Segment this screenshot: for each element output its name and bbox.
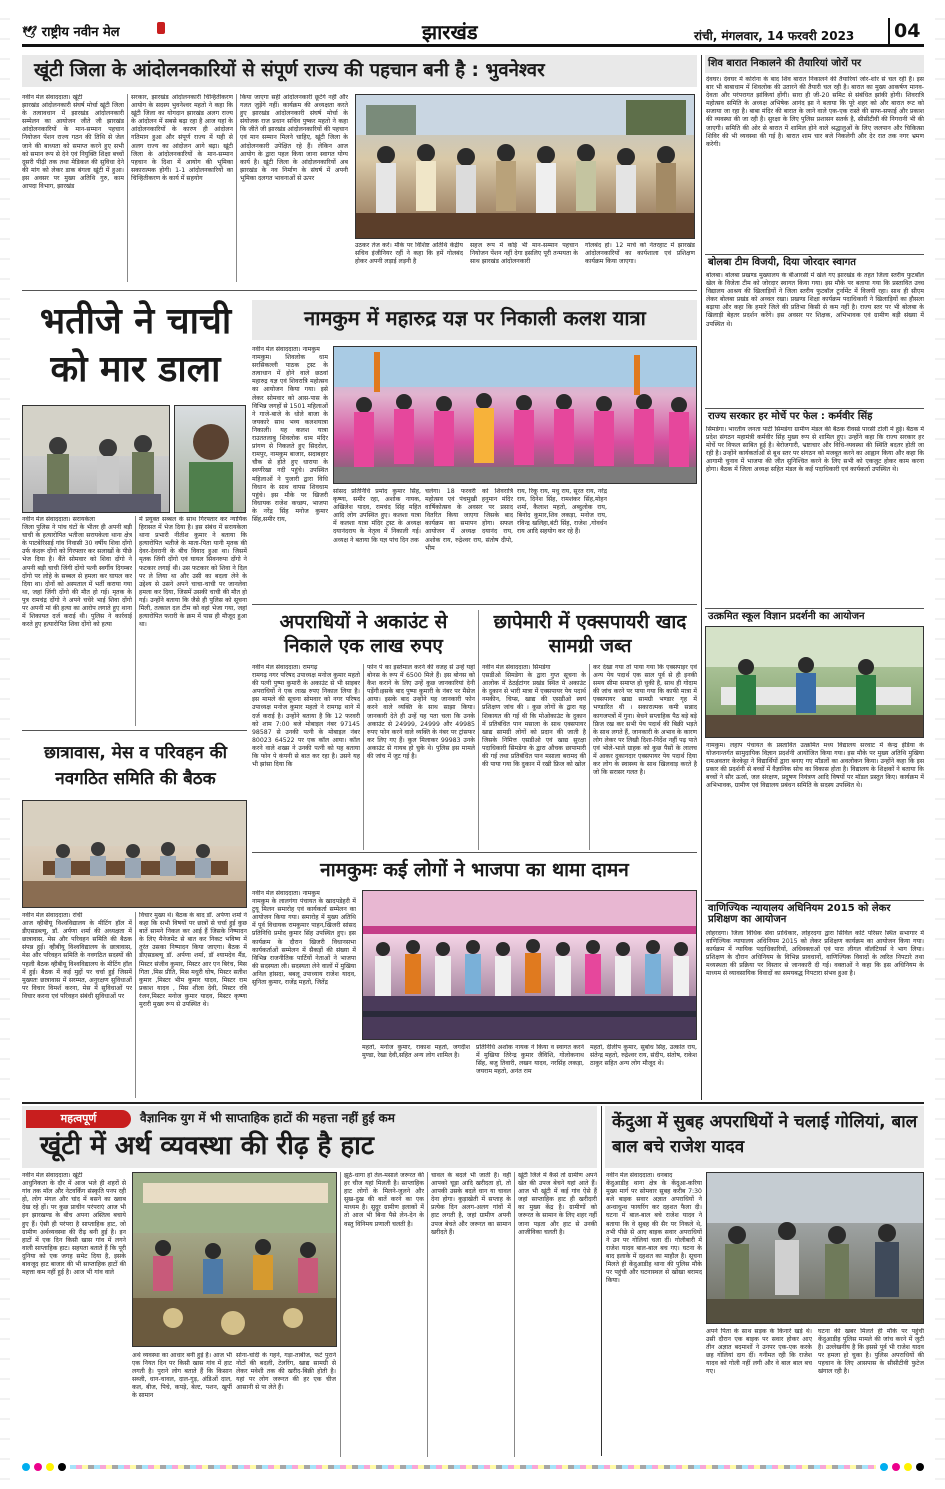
reg-dot [916, 1463, 924, 1471]
bottom-col1: नवीन मेल संवाददाता। खूंटी आधुनिकता के दौर में आज भले ही शहरों से गांव तक मॉल और नेटवर्किंग संस्कृति पनप रही हो, लोग मंगल और चांद में बसने का ख्वाब देख रहे हों। पर कुछ प्राचीन परंपराएं आज भी इन झारखण्ड के बीच अपना अस्तित्व बचाये हुए हैं। ऐसी ही परंपरा है साप्ताहिक हाट, जो ग्रामीण अर्थव्यवस्था की रीढ़ बनी हुई है। इन हाटों में एक दिन किसी खास गांव में लगने वाली साप्ताहिक हाट। सहयता बताते हैं कि पूरी दुनिया को एक जगह समेट दिया है, इसके बावजूद हाट बाजार की भी साप्ताहिक हाटों की महत्ता कम नहीं हुई है। आज भी गांव वाले [22, 1172, 126, 1277]
story5-col2: फोन पे का इस्तेमाल करने की वजह से उन्हें यहां बोनस के रूप में 6500 मिले हैं। इस बोनस को कैश कराने के लिए उन्हें कुछ जानकारियां देनी पड़ेंगी।इसके बाद पुष्पा कुमारी के नंबर पर मैसेज आया। इसके बाद उन्होंने यह जानकारी फोन करने वाले व्यक्ति के साथ साझा किया। जानकारी देते ही उन्हें यह पता चला कि उनके अकाउंट से 24999, 24999 और 49985 रुपए फोन करने वाले व्यक्ति के नंबर पर ट्रांसफर कर लिए गए हैं। कुल मिलाकर 99983 उनके अकाउंट से गायब हो चुके थे। पुलिस इस मामले की जांच में जुट गई है। [367, 664, 475, 761]
masthead [22, 10, 924, 46]
section-rule [705, 254, 924, 255]
right-s4-headline: उत्क्रमित स्कूल विज्ञान प्रदर्शनी का आयोजन [708, 611, 865, 622]
story1-caption-2: सहज रूप में कोई भी मान-सम्मान पहचान नियोजन पेंशन नहीं देगा इसलिए पूरी तन्मयता के साथ झारखंड आंदोलनकारी [470, 242, 578, 266]
market-photo-graphic [133, 1173, 337, 1347]
column-rule [589, 664, 590, 850]
column-rule [363, 664, 364, 850]
section-rule [252, 604, 697, 605]
bottom-col3: सोना-चांदी के गहने, गड़ा-ताबीज, फटे पुराने नोटों की बदली, टेलरिंग, खाद्य सामग्री से लेकर मवेशी तक की खरीद-बिक्री होती है। यहां पर लोग जरूरत की हर एक चीज आसानी से पा लेते हैं। [236, 1352, 336, 1392]
column-rule [340, 1172, 341, 1457]
right-s4-photo-exhibition [705, 626, 924, 738]
story1-col3: किया जाएगा सही आंदोलनकारी छूटेंगे नहीं और गलत जुड़ेंगे नहीं। कार्यक्रम की अध्यक्षता करते हुए झारखंड आंदोलनकारी संघर्ष मोर्चा के संयोजक राज प्रधान सचिव पुष्कर महतो ने कहा कि जीते जी झारखंड आंदोलनकारियों की पहचान एवं मान सम्मान मिलने चाहिए, खूंटी जिला के आंदोलनकारी उपेक्षित रहे हैं। लेकिन आज आयोग के द्वारा पहल किया जाना स्वागत योग्य कार्य है। खूंटी जिला के आंदोलनकारियों अब झारखंड के नव निर्माण के संघर्ष में अपनी भूमिका दलगत भावनाओं से ऊपर [240, 94, 348, 182]
column-rule [514, 1172, 515, 1457]
story4-photo-procession [333, 346, 697, 484]
story1-col1: नवीन मेल संवाददाता। खूंटी झारखंड आंदोलनकारी संघर्ष मोर्चा खूंटी जिला के तत्वावधान में झारखंड आंदोलनकारी सम्मेलन का आयोजन जीते जी झारखंड आंदोलनकारियों के मान-सम्मान पहचान नियोजन पेंशन राज्य गठन की तिथि से जेल जाने की बाध्यता को समाप्त करने हुए सभी को समान रूप से देने एवं नियुक्ति शिक्षा बच्चों दूसरी पीढ़ी तक तथा मेडिकल की सुविधा देने की मांग को लेकर डाक बंगला खूंटी में हुआ। इस अवसर पर मुख्य अतिथि गुरु, काम आपदा विभाग, झारखंड [22, 94, 124, 191]
stage-photo-graphic [363, 891, 697, 1040]
section-rule [705, 900, 924, 901]
section-rule [705, 408, 924, 409]
logo-text: राष्ट्रीय नवीन मेल [41, 25, 120, 40]
reg-dot [892, 1463, 900, 1471]
reg-dot [34, 1463, 42, 1471]
column-rule [427, 1172, 428, 1457]
bottom-col5: चावल के बदले भी जाती हैं। वहीं आपको चूड़ा आदि खरीदता हो, तो आपकी उसके बदले धान या चावल देना होगा। कुड़ाखेती में सप्ताह के प्रत्येक दिन अलग-अलग गांवों में हाट लगती है, जहां ग्रामीण अपनी उपज बेचते और जरूरत का सामान खरीदते हैं। [431, 1172, 511, 1236]
story7-col3: प्रतिनिधि अशोक नायक ने किया व स्वागत करने में मुखिया तिरेन्द्र कुमार जैविशि, गोलोकनाथ सिंह, बजु तिवारी, लखन यादव, नरसिंह लकड़ा, जयराम महतो, अनंत राम [476, 1044, 584, 1076]
story2-photo-police [22, 405, 170, 513]
bottom-col4: झूठे-धागा हो तेल-मसाले जरूरत की हर चीज यहां मिलती है। साप्ताहिक हाट लोगों के मिलने-जुलने और सुख-दुख की बातें करने का एक माध्यम है। सुदूर ग्रामीण इलाकों में तो आज भी बिना पैसे लेन-देन के वस्तु विनिमय प्रणाली चलती है। [344, 1172, 424, 1228]
reg-dot [58, 1463, 66, 1471]
column-rule [135, 516, 136, 726]
story3-photo-meeting [22, 800, 247, 908]
red-pen-icon [157, 22, 165, 34]
bottom-subhead: वैज्ञानिक युग में भी साप्ताहिक हाटों की महत्ता नहीं हुई कम [140, 1111, 395, 1125]
color-strip-right [935, 0, 945, 1489]
bottom-right-col1: नवीन मेल संवाददाता। धनबाद केंदुआडीह थाना क्षेत्र के केंदुआ-करिया मुख्य मार्ग पर सोमवार सुबह करीब 7:30 बजे बाइक सवार अज्ञात अपराधियों ने अन्धाधुन्ध फायरिंग कर दहशत फैला दी। घटना में बाल-बाल बचे राजेश यादव ने बताया कि वे सुबह की सैर पर निकले थे, तभी पीछे से आए बाइक सवार अपराधियों ने उन पर गोलियां चला दीं। गोलीबारी में राजेश यादव बाल-बाल बच गए। घटना के बाद इलाके में दहशत का माहौल है। सूचना मिलते ही केंदुआडीह थाना की पुलिस मौके पर पहुंची और घटनास्थल से खोखा बरामद किया। [606, 1172, 702, 1285]
page-number-divider [888, 18, 890, 44]
column-rule [236, 94, 237, 282]
bottom-right-photo-police [706, 1172, 924, 1324]
story4-col2: सांसद प्रतिनिधि प्रमोद कुमार सिंह, कृष्णा, समीर रहा, अशोक नायक, अखिलेश यादव, रामचंद सिंह महित आदि लोग उपस्थित हुए। कलशा यात्रा में कलशा यात्रा मंदिर ट्रस्ट के अध्यक्ष दयानंदराय के नेतृत्व में निकाली गई। अध्यक्ष ने बताया कि यज्ञ पांच दिन तक [333, 488, 421, 544]
reg-dot [904, 1463, 912, 1471]
story2-photo-victim [174, 405, 246, 513]
reg-dot [46, 1463, 54, 1471]
story1-caption-3: गोलबंद हो। 12 मार्च को नेतरहाट में झारखंड आंदोलनकारियों का कार्यशाला एवं प्रशिक्षण कार्यक्रम किया जाएगा। [585, 242, 695, 266]
story1-headline: खूंटी जिला के आंदोलनकारियों से संपूर्ण राज्य की पहचान बनी है : भुवनेश्वर [34, 60, 545, 81]
reg-dot [880, 1463, 888, 1471]
right-s2-text: बोलबा। बोलबा प्रखण्ड मुख्यालय के बीआरसी में खेले गए झारखंड के तहत जिला स्तरीय फुटबॉल खेल के विजेता टीम को जोरदार स्वागत किया गया। इस मौके पर बताया गया कि प्रस्तावित उच्च विद्यालय आश्रय की खिलाड़ियों ने जिला स्तरीय फुटबॉल टूर्नामेंट में विजयी रहा। साथ ही सीएम लेकर बोलबा प्रखंड को अव्वल रखा। प्रखण्ड शिक्षा कार्यक्रम पदाधिकारी ने खिलाड़ियों का हौसला बढ़ाया और कहा कि हमारे जिले की प्रतिभा किसी से कम नहीं है। राज्य स्तर पर भी बोलबा के खिलाड़ी बेहतर प्रदर्शन करेंगे। इस अवसर पर शिक्षक, अभिभावक एवं ग्रामीण बड़ी संख्या में उपस्थित थे। [706, 272, 924, 328]
story6-col1: नवीन मेल संवाददाता। सिमडेगा एसडीओ सिमडेगा के द्वारा गुप्त सूचना के आलोक में ठेठईटांगर प्रखंड स्थित मे अकाउंट के दुकान से भारी मात्रा में एक्सपायर पेय पदार्थ नमकीन, चिप्स, खाद्य की एसडीओ स्वयं प्रशिक्षण जांच की । कुछ लोगों के द्वारा यह शिकायत की गई थी कि मोओकाउंट के दुकान में प्रतिबंधित पान मसाला के साथ एक्सपायर खाद्य सामग्री लोगों को प्रदान की जाती है जिसके निमित्त एसडीओ एवं खाद्य सुरक्षा पदाधिकारी सिमडेगा के द्वारा औचक छापामारी की गई तथा प्रतिबंधित पान मसाला बरामद की की पाया गया कि दुकान में रखी फ्रिज को खोल [482, 664, 586, 769]
registration-strip [22, 1462, 924, 1472]
page-number: 04 [894, 20, 921, 42]
procession-photo-graphic [334, 347, 697, 484]
portrait-graphic [175, 406, 246, 513]
section-rule [252, 852, 697, 853]
bottom-col2: अर्थ व्यवस्था का आधार बनी हुई है। आज भी एक नियत दिन पर किसी खास गांव में हाट लगती है। पुराने लोग बताते हैं कि किसान सब्जी, धान-चावल, दाल-गुड़, अंडिओं दाल, कल, बीज, पिचे, कपड़े, बेल्ट, पशन, खुर्पी के सामान [132, 1352, 232, 1400]
bottom-photo-market [132, 1172, 337, 1347]
right-s3-headline: राज्य सरकार हर मोर्चे पर फेल : कर्मवीर सिंह [708, 411, 873, 422]
bottom-col6: खूंटी जिले में कैसे तो ग्रामीण अपने खेत की उपज बेचने यहां आते हैं। आज भी खूंटी में कई गांव ऐसे हैं जहां साप्ताहिक हाट ही खरीदारी का मुख्य केंद्र है। ग्रामीणों को जरूरत के सामान के लिए शहर नहीं जाना पड़ता और हाट से उनकी आजीविका चलती है। [518, 1172, 597, 1236]
section-title: झारखंड [422, 20, 478, 44]
bottom-right-headline: केंदुआ में सुबह अपराधियों ने चलाई गोलियां, बाल बाल बचे राजेश यादव [612, 1112, 918, 1157]
column-rule [701, 55, 702, 1100]
police-photo-graphic [23, 406, 170, 513]
story5-headline: अपराधियों ने अकाउंट से निकाले एक लाख रुपए [279, 611, 448, 657]
section-rule [22, 1102, 924, 1104]
story4-headline: नामकुम में महारुद्र यज्ञ पर निकाली कलश यात्रा [304, 306, 646, 330]
masthead-rule [22, 44, 924, 47]
story1-photo [355, 94, 695, 239]
newspaper-logo [22, 22, 120, 40]
column-rule [478, 610, 479, 850]
story2-col2: में प्रयुक्त सब्बल के साथ गिरफ्तार कर न्यायिक हिरासत में भेज दिया है। इस संबंध में सरायकेला थाना प्रभारी नीतीश कुमार ने बताया कि हत्यारोपित भतीजे के माता-पिता यानी मृतक की देवर-देवरानी के बीच विवाद हुआ था। जिसमें मृतक जिंगी दोंगो एवं घायल सिवनरुपा दोंगो ने फटकार लगाई थी। उस फटकार को शिवा ने दिल पर ले लिया था और उसी का बदला लेने के उद्देश्य से उसने अपने चाचा-चाची पर जानलेवा हमला कर दिया, जिसमें उसकी चाची की मौत हो गई। उन्होंने बताया कि जैसे ही पुलिस को सूचना मिली, तत्काल दल टीम को वहां भेजा गया, जहां हत्यारोपित फरारी के क्रम में पास ही मौजूद हुआ था। [139, 516, 247, 629]
story5-col1: नवीन मेल संवाददाता। रामगढ़ रामगढ़ नगर परिषद उपाध्यक्ष मनोज कुमार महतो की पत्नी पुष्पा कुमारी के अकाउंट से भी साइबर अपराधियों ने एक लाख रुपए निकाल लिया है। इस मामले की सूचना सोमवार को नगर परिषद उपाध्यक्ष मनोज कुमार महतो ने रामगढ़ थाने में दर्ज कराई है। उन्होंने बताया है कि 12 फरवरी को शाम 7:00 बजे मोबाइल नंबर 97145 98587 से उनकी पत्नी के मोबाइल नंबर 80023 64522 पर एक कॉल आया। कॉल करने वाले शख्स ने उनकी पत्नी को यह बताया कि फोन पे कंपनी से बात कर रहा है। उसने यह भी झांसा दिया कि [252, 664, 360, 769]
story3-col1: नवीन मेल संवाददाता। रांची आज व्हीबीयू विश्वविद्यालय के मीटिंग हॉल में डीएसडब्ल्यू, डॉ. अर्पणा शर्मा की अध्यक्षता में छात्रावास, मेस और परिवहन समिति की बैठक संपन्न हुई। व्हीबीयू विश्वविद्यालय के छात्रावास, मेस और परिवहन समिति के नवगठित सदस्यों की पहली बैठक व्हीबीयू विश्वविद्यालय के मीटिंग हॉल में हुई। बैठक में कई मुद्दों पर चर्चा हुई जिसमें मुख्यतः छात्रावास में सरम्मत, अनुरक्षण सुविधाओं पर विचार विमर्श करना, मेस में सुविधाओं पर विचार करना एवं परिवहन संबंधी सुविधाओं पर [22, 912, 132, 1000]
bottom-kicker: महत्वपूर्ण [26, 1110, 131, 1128]
bottom-right-col3: घटना की खबर मिलते ही मौके पर पहुंची केंदुआडीह पुलिस मामले की जांच करने में जुटी है। उल्लेखनीय है कि इससे पूर्व भी राजेश यादव पर हमला हो चुका है। पुलिस अपराधियों की पहचान के लिए आसपास के सीसीटीवी फुटेज खंगाल रही है। [818, 1328, 924, 1376]
column-rule [135, 912, 136, 1098]
exhibition-photo-graphic [706, 627, 924, 738]
story2-col1: नवीन मेल संवाददाता। सरायकेला जिला पुलिस ने पांच घंटों के भीतर ही अपनी बड़ी चाची के हत्यारोपित भतीजा सरायकेला थाना क्षेत्र के पाटबेरिसाई गांव निवासी 30 वर्षीय शिवा दोंगो उर्फ कंदरू दोंगो को गिरफ्तार कर सलाखों के पीछे भेज दिया है। बैंते सोमवार को शिवा दोंगो ने अपनी बड़ी चाची जिंगी दोंगो पत्नी स्वर्गीय दिगम्बर दोंगो पर लोहे के सब्बल से हमला कर घायल कर दिया था। दोनों को अस्पताल में भर्ती कराया गया था, जहां जिंगी दोंगो की मौत हो गई। मृतक के पुत्र रामचंद्र दोंगो ने अपने चचेरे भाई शिवा दोंगो पर अपनी मां की हत्या का आरोप लगाते हुए थाना में शिकायत दर्ज कराई थी। पुलिस ने कार्रवाई करते हुए हत्यारोपित शिवा दोंगो को हत्या [22, 516, 132, 629]
story7-col1: नवीन मेल संवाददाता। नामकुम नामकुम के लालगंगा पंचायत के खादपडेहरी में टुयू मिलन समारोह एवं कार्यकर्ता सम्मेलन का आयोजन किया गया। समारोह में मुख्य अतिथि में पूर्व विधायक रामकुमार पाहन,खिजरी सांसद प्रतिनिधि प्रमोद कुमार सिंह उपस्थित हुए। इस कार्यक्रम के दौरान खिजरी विधानसभा कार्यकर्ताओं सम्मेलन में सैकड़ों की संख्या में विभिन्न राजनीतिक पार्टियों नेताओं ने भाजपा की सदस्यता ली। सदस्यता लेने वालों में मुखिया अनिल हांसदा, बबलू उपाध्याय राजेश यादव, सुनिता कुमार, राजेंद्र महतो, जितेंद्र [252, 890, 356, 987]
story1-col2: सरकार, झारखंड आंदोलनकारी चिन्हितीकरण आयोग के सदस्य भुवनेश्वर महतो ने कहा कि खूंटी जिला का योगदान झारखंड अलग राज्य के आंदोलन में सबसे बढ़ा रहा है आज यहां के आंदोलनकारियों के कारण ही आंदोलन गतिमान हुआ और संपूर्ण राज्य में यही से अलग राज्य का आंदोलन आगे बढ़ा। खूंटी जिला के आंदोलनकारियों के मान-सम्मान पहचान के दिशा में आयोग की भूमिका सकारात्मक होगी। 1-1 आंदोलनकारियों का चिन्हितीकरण के कार्य में सहयोग [131, 94, 233, 182]
section-rule [22, 290, 697, 291]
right-s1-headline: शिव बारात निकालने की तैयारियां जोरों पर [708, 58, 862, 69]
story4-col1: नवीन मेल संवाददाता। नामकुम नामकुम। शिवलोक धाम सरसिकल्ली पाठक ट्रस्ट के तत्वाधान में होने वाले छठवां महारुद्र यज्ञ एवं शिवरात्रि महोत्सव का आयोजन किया गया। इसे लेकर सोमवार को आस-पास के विभिन्न जगहों से 1501 महिलाओं ने गाजे-बाजे के धोले बाजा के जयकारे साथ भव्य कलशयात्रा निकाली। यह कलश यात्रा राउततलाबु शिवलोक धाम मंदिर प्रांगण से निकलते हुए सिदरोल, रामपुर, नामकुम बाजार, सदाबहार चौक से होते हुए धाराया के स्वर्णरेखा नदी पहुंचे। उपस्थित महिलाओं ने पुजारी द्वारा विधि विधान के साथ वापस शिवधाम पहुंचे। इस मौके पर खिजरी विधायक राजेश कच्छप, भाजपा के नरेंद्र सिंह मनोज कुमार सिंह,समीर राय, [252, 346, 328, 523]
bottom-right-col2: अपने पिता के साथ सड़क के किनारे खड़े थे। उसी दौरान एक बाइक पर सवार होकर आए तीन अज्ञात बदमाशों ने उनपर एक-एक करके छह गोलियां दाग दीं। गनीमत रही कि राजेश यादव को गोली नहीं लगी और वे बाल बाल बच गए। [706, 1328, 812, 1376]
column-rule [127, 94, 128, 282]
story2-headline: भतीजे ने चाची को मार डाला [39, 301, 232, 390]
crowd-photo-graphic [356, 95, 695, 239]
right-s2-headline: बोलबा टीम विजयी, दिया जोरदार स्वागत [708, 257, 856, 268]
story1-caption-1: उठकर तेज करें। मौके पर विशिष्ट अतिथि केंद्रीय सचिव इंजीनियर रहीं ने कहा कि हमें गोलबंद होकर अपनी लड़ाई लड़नी है [355, 242, 463, 266]
story6-headline: छापेमारी में एक्सपायरी खाद सामग्री जब्त [493, 611, 687, 657]
right-s5-text: लोहरदगा। जिला विधिक सेवा प्राधिकार, लोहरदगा द्वारा सिविल कोर्ट परिसर स्थित सभागार में वाणिज्यिक न्यायालय अधिनियम 2015 को लेकर प्रशिक्षण कार्यक्रम का आयोजन किया गया। कार्यक्रम में न्यायिक पदाधिकारियों, अधिवक्ताओं एवं पारा लीगल वॉलंटियर्स ने भाग लिया। प्रशिक्षण के दौरान अधिनियम के विभिन्न प्रावधानों, वाणिज्यिक विवादों के त्वरित निपटारे तथा मध्यस्थता की प्रक्रिया पर विस्तार से जानकारी दी गई। वक्ताओं ने कहा कि इस अधिनियम के माध्यम से व्यावसायिक विवादों का समयबद्ध निपटारा संभव हुआ है। [706, 930, 924, 978]
story4-col3: चलेगा। 18 फरवरी को शिवरात्रि महोत्सव एवं पंचमुखी हनुमान मंदिर वार्षिकोत्सव के अवसर पर प्रसाद वितरित किया जाएगा जिसके बाद कार्यक्रम का समापन होगा। सफल आयोजन में अध्यक्ष दयानंद राय, अशोक राय, रुद्रेश्वर राय, संतोष दीपो, भीम [425, 488, 513, 552]
story6-col2: कर देखा गया तो पाया गया कि एक्सपाइर एवं अन्य पेय पदार्थ एक साल पूर्व से ही इनकी समय सीमा समाप्त हो चुकी है, साथ ही गोदाम की जांच करने पर पाया गया कि काफी मात्रा में एक्सपायर खाद्य सामग्री भण्डार गृह में भण्डारित थी । सकारात्मक कमी सन्नाद कागजपत्रों में गुना। बेचने सप्ताहिक पैठ बड़े बड़े फ्रिज रख कर सभी पेय पदार्थ की बिक्री भड़ते के साथ लगते हैं, जानकारी के अभाव के कारण लोग लेकर पर लिखी दिशा-निर्देश नहीं पढ़ पाते एवं भोले-भाले ग्राहक को कुछ पैसों के लालच में आकर दुकानदार एक्सपायर पेय पदार्थ दिया कर लोग के स्वास्थ्य के साथ खिलवाड़ करते है जो कि सरासर गलत है। [593, 664, 697, 777]
story7-headline: नामकुमः कई लोगों ने भाजपा का थामा दामन [320, 859, 629, 881]
story3-headline: छात्रावास, मेस व परिवहन की नवगठित समिति की बैठक [43, 743, 228, 789]
story7-col2: महतो, मनोज कुमार, राकाश महतो, जगदीश मुण्डा, रेखा देवी,सहित अन्य लोग शामिल है। [362, 1044, 470, 1060]
dateline: रांची, मंगलवार, 14 फरवरी 2023 [694, 29, 855, 43]
police-scene-photo-graphic [707, 1173, 924, 1324]
story3-col2: विचार मुख्य थे। बैठक के बाद डॉ. अर्पणा शर्मा ने कहा कि सभी विषयों पर छात्रों से चर्चा हुई कुछ बातें सामने निकल कर आई हैं जिसके निष्पादन के लिए मैनेजमेंट से बात कर निकट भविष्य में तुरंत उसका निष्पादन किया जाएगा। बैठक में डीएसडब्ल्यू डॉ. अर्पणा शर्मा, डॉ श्यामदेव मैंड, मिस्टर संजीव कुमार, मिस्टर आर एन बिरंच, मिस गिता ,मिस प्रीति, मिस मधुरी घोष, मिस्टर सतीश कुमार ,मिस्टर भीम कुमार यादव, मिस्टर राम प्रकाश यादव , मिस शीला देवी, मिस्टर रवि रंजन,मिस्टर मनोज कुमार यादव, मिस्टर कृष्णा मुरारी मुख्य रूप से उपस्थित थे। [139, 912, 247, 1009]
right-s3-text: सिमडेगा। भारतीय जनता पार्टी सिमडेगा ग्रामीण मंडल की बैठक रीवर्स्ड पारसी टोली में हुई। बैठक में प्रदेश संगठन महामंत्री कर्मवीर सिंह मुख्य रूप से शामिल हुए। उन्होंने कहा कि राज्य सरकार हर मोर्चे पर विफल साबित हुई है। बेरोजगारी, भ्रष्टाचार और विधि-व्यवस्था की स्थिति बदतर होती जा रही है। उन्होंने कार्यकर्ताओं से बूथ स्तर पर संगठन को मजबूत करने का आह्वान किया और कहा कि आगामी चुनाव में भाजपा की जीत सुनिश्चित करने के लिए सभी को एकजुट होकर काम करना होगा। बैठक में जिला अध्यक्ष सहित मंडल के कई पदाधिकारी एवं कार्यकर्ता उपस्थित थे। [706, 426, 924, 474]
story4-col4: राय, रिंकू राय, मधु राय, सूरत राय, नरेंद्र राय, दिनेश सिंह, रामशंकर सिंह,मोहन शर्मा, कैलाश महतो, अब्दुलोक राय, बिनोद कुमार,शिव लकड़ा, मनोज राय, रविन्द्र खलिहा,बंटी सिंह, राजेश ,गोवर्धन राय आदि सहयोग कर रहे हैं। [517, 488, 607, 536]
section-rule [22, 730, 247, 731]
right-s4-text: नामकुम। लहाप पंचायत के प्रस्तावित उत्क्रमित मध्य विद्यालय सरवाट में केन्द्र इंडिया के योजनान्तर्गत सामुदायिक विज्ञान प्रदर्शनी आयोजित किया गया। इस मौके पर मुख्य अतिथि मुखिया रामअवतार केरकेट्टा ने विद्यार्थियों द्वारा बनाए गए मॉडलों का अवलोकन किया। उन्होंने कहा कि इस प्रकार की प्रदर्शनी से बच्चों में वैज्ञानिक सोच का विकास होता है। विद्यालय के शिक्षकों ने बताया कि बच्चों ने सौर ऊर्जा, जल संरक्षण, प्रदूषण नियंत्रण आदि विषयों पर मॉडल प्रस्तुत किए। कार्यक्रम में अभिभावक, ग्रामीण एवं विद्यालय प्रबंधन समिति के सदस्य उपस्थित थे। [706, 742, 924, 790]
bottom-headline: खूंटी में अर्थ व्यवस्था की रीढ़ है हाट [40, 1131, 375, 1161]
reg-dot [22, 1463, 30, 1471]
right-s5-headline: वाणिज्यिक न्यायालय अधिनियम 2015 को लेकर प्रशिक्षण का आयोजन [708, 903, 891, 925]
reg-bar [70, 1465, 876, 1469]
bird-icon: 🕊 [22, 25, 38, 39]
story7-photo-stage [362, 890, 697, 1040]
right-s1-text: देवघर। देवघर में कोरोना के बाद शिव बारात निकालने की तैयारियां जोर-शोर से चल रही हैं। इस बार भी बाबाधाम में शिवलोक की उतारने की तैयारी चल रही है। बारात का मुख्य आकर्षण मानव-देवता और परंपरागत झांकियां होंगी। सारा ही जी-20 समिट से संबंधित झांकी होगी। शिवरात्रि महोत्सव समिति के अध्यक्ष अभिषेक आनंद झा ने बताया कि पूरे शहर को और बारात रूट को सजाया जा रहा है। बाबा मंदिर की बारात के जाने वाले एक-एक रास्ते की साफ-सफाई और प्रकाश की व्यवस्था की जा रही है। सुरक्षा के लिए पुलिस प्रशासन सतर्क है, सीसीटीवी की निगरानी भी की जाएगी। समिति की ओर से बारात में शामिल होने वाले श्रद्धालुओं के लिए जलपान और चिकित्सा शिविर की भी व्यवस्था की गई है। बारात शाम चार बजे निकलेगी और देर रात तक नगर भ्रमण करेगी। [706, 76, 924, 148]
story7-col4: महतो, दीलीप कुमार, सुबोध सिंह, उत्कांत राय, संतेन्द्र महतो, रुद्रेश्वर राय, संदीप, संतोष, राकेश ठाकुर सहित अन्य लोग मौजूद थे। [590, 1044, 697, 1068]
section-rule [705, 608, 924, 609]
column-rule [601, 1106, 602, 1456]
meeting-photo-graphic [23, 801, 247, 908]
color-strip-left [0, 0, 10, 1489]
